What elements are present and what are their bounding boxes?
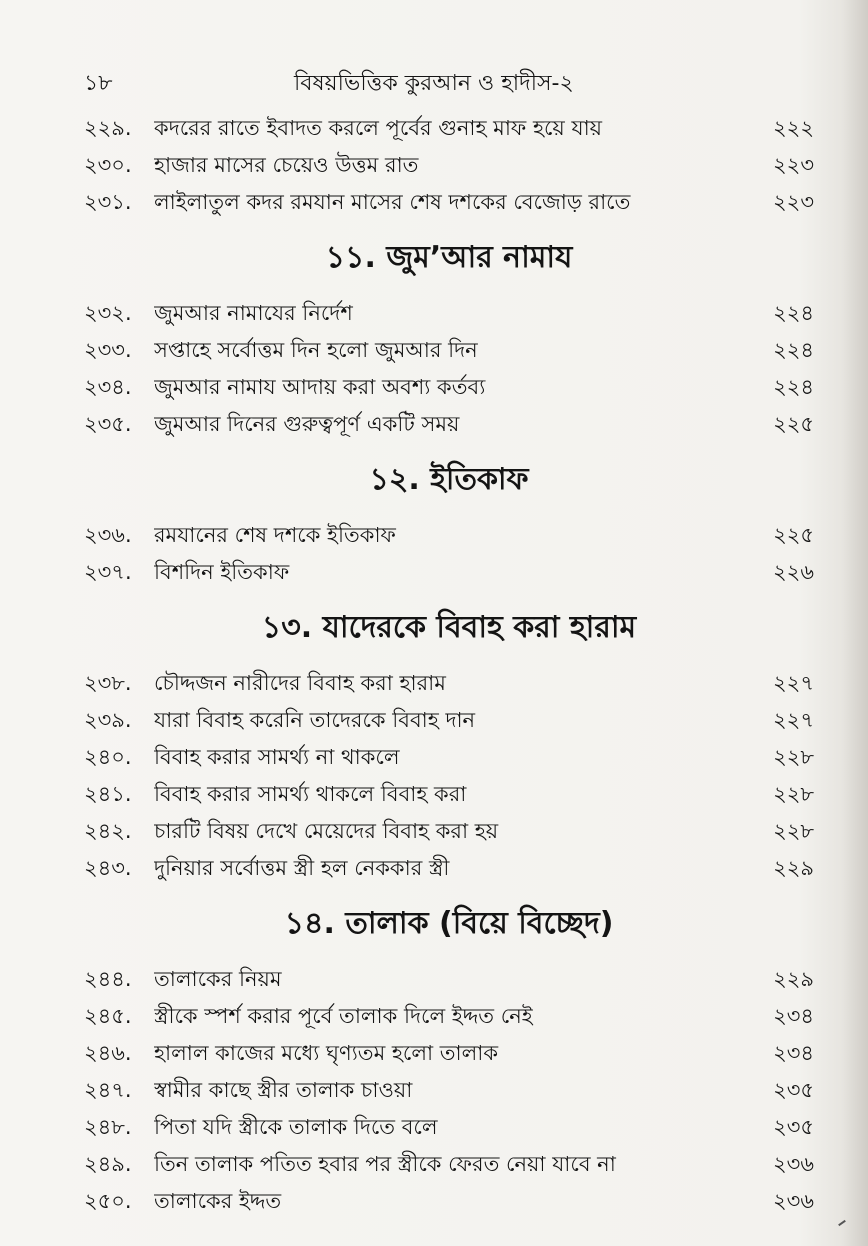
entry-title: হাজার মাসের চেয়েও উত্তম রাত [154,153,419,177]
toc-entry [84,110,814,147]
chapter-heading: ১১. জুম’আর নামায [325,240,573,275]
toc-entry [84,369,814,406]
entry-number: ২৩৭. [84,560,132,584]
entry-page-number: ২৩৪ [773,1041,814,1065]
entry-page-number: ২২২ [773,116,814,140]
entry-number: ২৩৮. [84,671,132,695]
entry-number: ২৫০. [84,1189,132,1213]
toc-entry [84,1035,814,1072]
toc-entry [84,702,814,739]
entry-page-number: ২২৭ [773,708,814,732]
entry-page-number: ২২৫ [773,523,814,547]
toc-entry [84,665,814,702]
entry-title: হালাল কাজের মধ্যে ঘৃণ্যতম হলো তালাক [154,1041,499,1065]
entry-number: ২৪৯. [84,1152,132,1176]
entry-title: বিশদিন ইতিকাফ [154,560,290,584]
entry-page-number: ২২৮ [773,782,814,806]
entry-number: ২৪৪. [84,967,132,991]
entry-title: জুমআর দিনের গুরুত্বপূর্ণ একটি সময় [154,412,460,436]
entry-page-number: ২৩৫ [773,1115,814,1139]
entry-number: ২৩৬. [84,523,132,547]
entry-number: ২৩৫. [84,412,132,436]
entry-page-number: ২৩৫ [773,1078,814,1102]
entry-page-number: ২২৯ [773,856,814,880]
entry-number: ২৪৩. [84,856,132,880]
chapter-heading: ১২. ইতিকাফ [369,462,529,497]
toc-entry [84,961,814,998]
toc-entry [84,517,814,554]
entry-number: ২৪৮. [84,1115,132,1139]
entry-title: পিতা যদি স্ত্রীকে তালাক দিতে বলে [154,1115,438,1139]
entry-title: লাইলাতুল কদর রমযান মাসের শেষ দশকের বেজোড় রাতে [154,190,631,214]
entry-number: ২৩২. [84,301,132,325]
toc-entry [84,295,814,332]
entry-page-number: ২২৯ [773,967,814,991]
entry-title: তালাকের ইদ্দত [154,1189,282,1213]
entry-number: ২৪৫. [84,1004,132,1028]
entry-title: বিবাহ করার সামর্থ্য থাকলে বিবাহ করা [154,782,467,806]
entry-number: ২৪৭. [84,1078,132,1102]
entry-page-number: ২২৬ [773,560,814,584]
entry-title: যারা বিবাহ করেনি তাদেরকে বিবাহ দান [154,708,476,732]
entry-title: জুমআর নামায আদায় করা অবশ্য কর্তব্য [154,375,486,399]
entry-number: ২৪১. [84,782,132,806]
entry-title: তালাকের নিয়ম [154,967,282,991]
chapter-heading: ১৪. তালাক (বিয়ে বিচ্ছেদ) [284,906,614,941]
entry-page-number: ২৩৪ [773,1004,814,1028]
entry-title: সপ্তাহে সর্বোত্তম দিন হলো জুমআর দিন [154,338,478,362]
entry-title: চারটি বিষয় দেখে মেয়েদের বিবাহ করা হয় [154,819,499,843]
toc-entry [84,332,814,369]
toc-entry [84,813,814,850]
toc-entry [84,147,814,184]
entry-page-number: ২২৭ [773,671,814,695]
entry-number: ২৩৯. [84,708,132,732]
page-number: ১৮ [84,71,113,96]
entry-number: ২৩০. [84,153,132,177]
entry-number: ২২৯. [84,116,132,140]
entry-title: জুমআর নামাযের নির্দেশ [154,301,353,325]
entry-page-number: ২৩৬ [773,1152,814,1176]
toc-entry [84,850,814,887]
entry-page-number: ২২৪ [773,301,814,325]
entry-page-number: ২২৩ [773,190,814,214]
toc-entry [84,776,814,813]
entry-page-number: ২২৪ [773,338,814,362]
toc-entry [84,1109,814,1146]
toc-entry [84,1146,814,1183]
entry-number: ২৩৩. [84,338,132,362]
entry-page-number: ২২৪ [773,375,814,399]
entry-number: ২৪২. [84,819,132,843]
chapter-heading: ১৩. যাদেরকে বিবাহ করা হারাম [261,610,637,645]
toc-entry [84,406,814,443]
entry-title: চৌদ্দজন নারীদের বিবাহ করা হারাম [154,671,446,695]
entry-title: রমযানের শেষ দশকে ইতিকাফ [154,523,396,547]
table-of-contents [84,110,814,1220]
running-title: বিষয়ভিত্তিক কুরআন ও হাদীস-২ [294,71,574,96]
toc-entry [84,1072,814,1109]
page-header [84,66,814,106]
entry-page-number: ২২৩ [773,153,814,177]
toc-entry [84,1183,814,1220]
page-edge-mark [838,1220,846,1226]
entry-number: ২৪৬. [84,1041,132,1065]
entry-number: ২৩৪. [84,375,132,399]
entry-page-number: ২২৮ [773,819,814,843]
toc-entry [84,184,814,221]
entry-title: তিন তালাক পতিত হবার পর স্ত্রীকে ফেরত নেয়া যাবে না [154,1152,616,1176]
entry-page-number: ২২৫ [773,412,814,436]
entry-title: দুনিয়ার সর্বোত্তম স্ত্রী হল নেককার স্ত্রী [154,856,450,880]
entry-title: কদরের রাতে ইবাদত করলে পূর্বের গুনাহ মাফ হয়ে যায় [154,116,603,140]
toc-entry [84,554,814,591]
entry-page-number: ২২৮ [773,745,814,769]
toc-entry [84,998,814,1035]
entry-page-number: ২৩৬ [773,1189,814,1213]
entry-number: ২৪০. [84,745,132,769]
entry-title: বিবাহ করার সামর্থ্য না থাকলে [154,745,400,769]
toc-entry [84,739,814,776]
entry-title: স্বামীর কাছে স্ত্রীর তালাক চাওয়া [154,1078,413,1102]
entry-title: স্ত্রীকে স্পর্শ করার পূর্বে তালাক দিলে ইদ্দত নেই [154,1004,533,1028]
entry-number: ২৩১. [84,190,132,214]
